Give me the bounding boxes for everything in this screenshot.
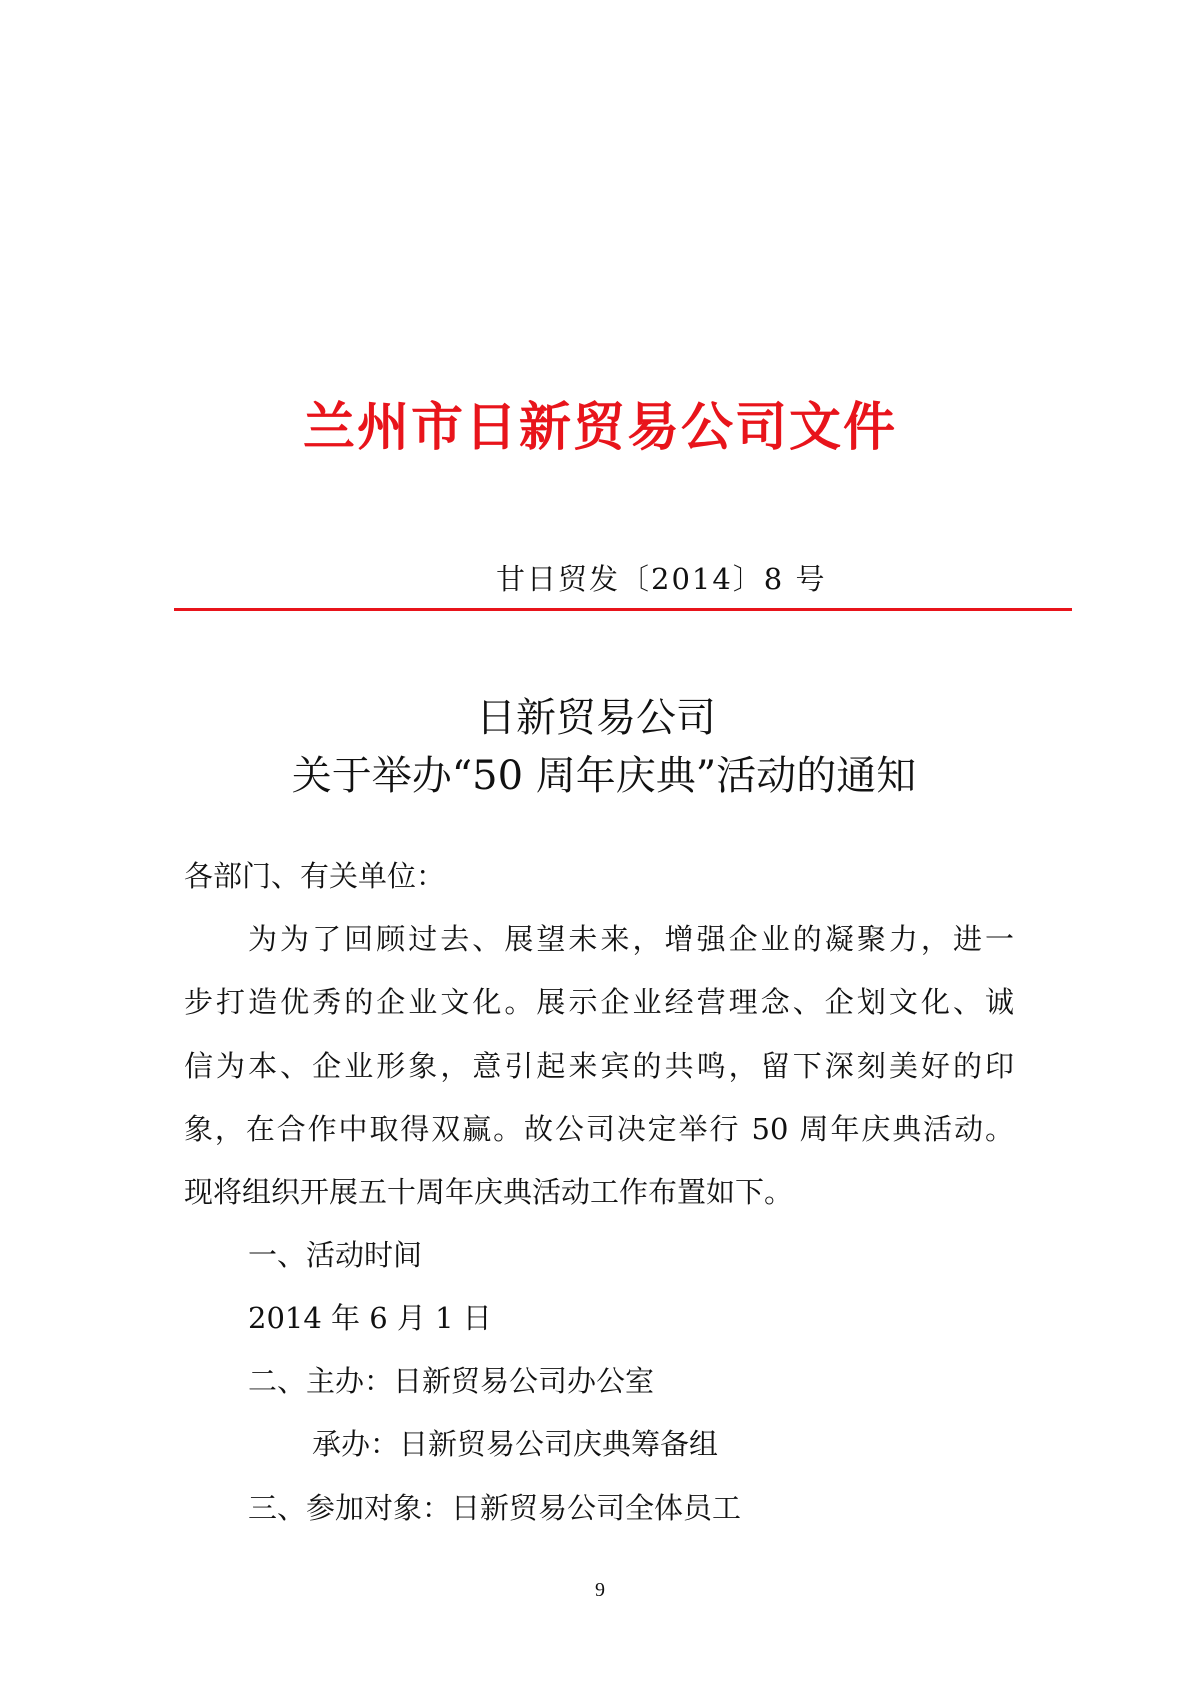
body-line: 信为本、企业形象，意引起来宾的共鸣，留下深刻美好的印: [184, 1049, 1014, 1083]
section-participants: 三、参加对象：日新贸易公司全体员工: [248, 1491, 742, 1525]
body-line: 为为了回顾过去、展望未来，增强企业的凝聚力，进一: [248, 922, 1014, 956]
body-line: 象，在合作中取得双赢。故公司决定举行 50 周年庆典活动。: [184, 1112, 1014, 1146]
body-line: 现将组织开展五十周年庆典活动工作布置如下。: [184, 1175, 794, 1209]
issuer-title: 兰州市日新贸易公司文件: [302, 398, 897, 458]
salutation: 各部门、有关单位：: [184, 859, 446, 893]
section-time-value: 2014 年 6 月 1 日: [248, 1301, 492, 1335]
document-number: 甘日贸发〔2014〕8 号: [496, 562, 827, 596]
page-number: 9: [595, 1579, 605, 1601]
section-host: 二、主办：日新贸易公司办公室: [248, 1364, 655, 1398]
body-line: 步打造优秀的企业文化。展示企业经营理念、企划文化、诚: [184, 985, 1014, 1019]
red-divider-line: [174, 608, 1072, 611]
section-time-heading: 一、活动时间: [248, 1238, 423, 1272]
notice-title-line-1: 日新贸易公司: [476, 695, 716, 741]
section-organizer: 承办：日新贸易公司庆典筹备组: [312, 1427, 719, 1461]
notice-title-line-2: 关于举办“50 周年庆典”活动的通知: [291, 753, 917, 799]
